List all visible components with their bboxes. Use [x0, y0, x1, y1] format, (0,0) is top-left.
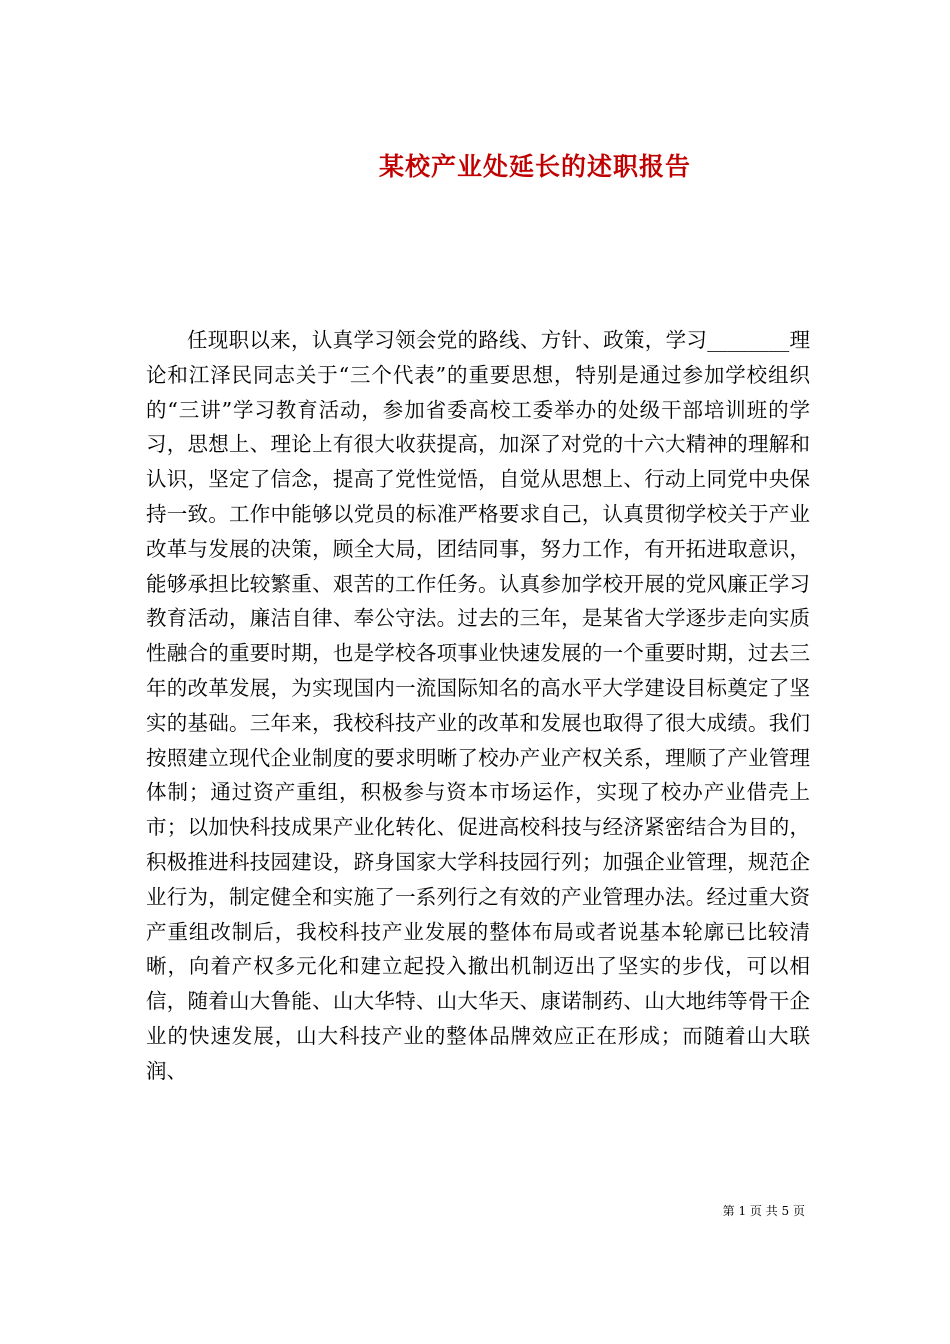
body-paragraph: 任现职以来，认真学习领会党的路线、方针、政策，学习________理论和江泽民同志关于“三个代表”的重要思想，特别是通过参加学校组织的“三讲”学习教育活动，参加省委高校工委举办的处级干部培训班的学习，思想上、理论上有很大收获提高，加深了对党的十六大精神的理解和认识，坚定了信念，提高了党性觉悟，自觉从思想上、行动上同党中央保持一致。工作中能够以党员的标准严格要求自己，认真贯彻学校关于产业改革与发展的决策，顾全大局，团结同事，努力工作，有开拓进取意识，能够承担比较繁重、艰苦的工作任务。认真参加学校开展的党风廉正学习教育活动，廉洁自律、奉公守法。过去的三年，是某省大学逐步走向实质性融合的重要时期，也是学校各项事业快速发展的一个重要时期，过去三年的改革发展，为实现国内一流国际知名的高水平大学建设目标奠定了坚实的基础。三年来，我校科技产业的改革和发展也取得了很大成绩。我们按照建立现代企业制度的要求明晰了校办产业产权关系，理顺了产业管理体制；通过资产重组，积极参与资本市场运作，实现了校办产业借壳上市；以加快科技成果产业化转化、促进高校科技与经济紧密结合为目的，积极推进科技园建设，跻身国家大学科技园行列；加强企业管理，规范企业行为，制定健全和实施了一系列行之有效的产业管理办法。经过重大资产重组改制后，我校科技产业发展的整体布局或者说基本轮廓已比较清晰，向着产权多元化和建立起投入撤出机制迈出了坚实的步伐，可以相信，随着山大鲁能、山大华特、山大华天、康诺制药、山大地纬等骨干企业的快速发展，山大科技产业的整体品牌效应正在形成；而随着山大联润、 [146, 328, 810, 1083]
page-indicator: 第 1 页 共 5 页 [722, 1204, 805, 1218]
page-title: 某校产业处延长的述职报告 [378, 151, 691, 181]
